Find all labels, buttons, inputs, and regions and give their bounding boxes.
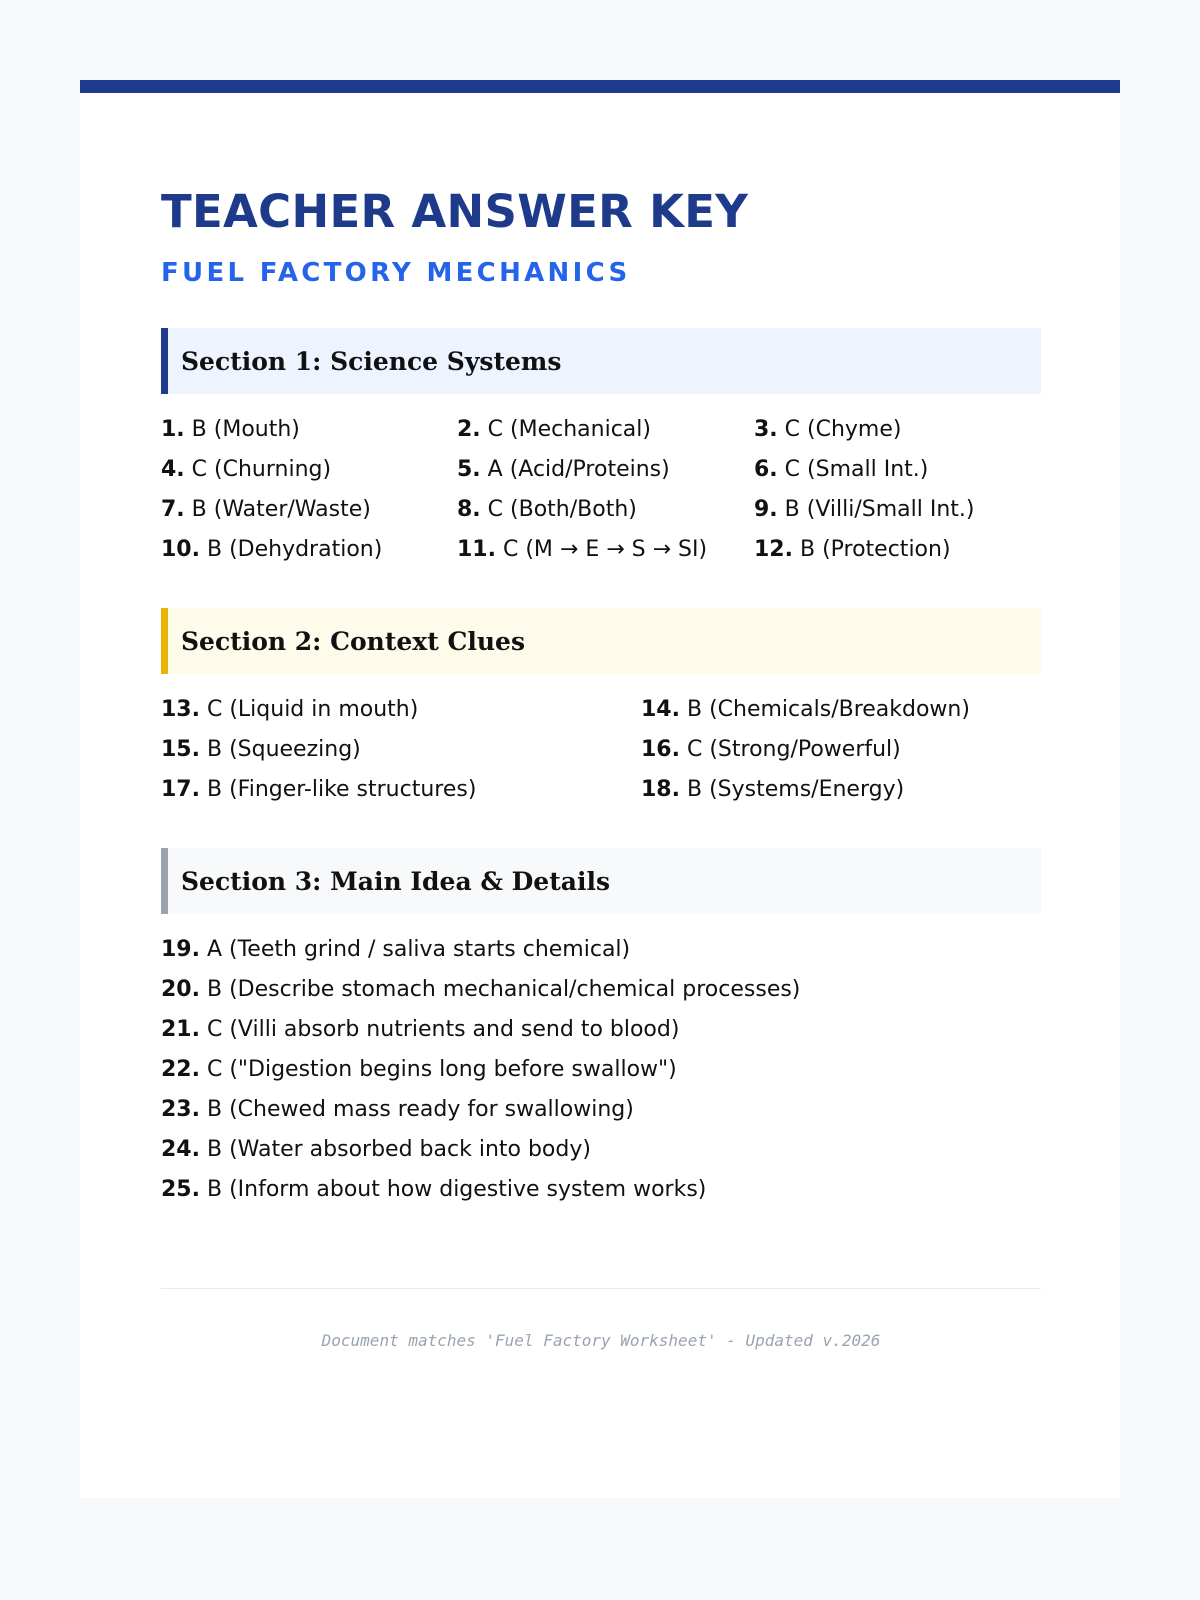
page-title: TEACHER ANSWER KEY xyxy=(161,185,749,238)
answer-5 xyxy=(457,455,670,485)
answer-4 xyxy=(161,455,331,485)
answer-number: 12. xyxy=(754,537,793,562)
answer-18 xyxy=(641,775,904,805)
answer-text: C (M → E → S → SI) xyxy=(502,537,708,562)
page-subtitle: FUEL FACTORY MECHANICS xyxy=(161,258,631,288)
answer-text: A (Acid/Proteins) xyxy=(487,457,670,482)
answer-number: 3. xyxy=(754,417,778,442)
answer-number: 14. xyxy=(641,697,680,722)
answer-text: B (Chemicals/Breakdown) xyxy=(686,697,970,722)
answer-text: B (Villi/Small Int.) xyxy=(784,497,975,522)
answer-number: 1. xyxy=(161,417,185,442)
answer-number: 24. xyxy=(161,1137,200,1162)
answer-11 xyxy=(457,535,707,565)
answer-text: C (Churning) xyxy=(191,457,332,482)
answer-number: 11. xyxy=(457,537,496,562)
answer-2 xyxy=(457,415,651,445)
answer-text: B (Squeezing) xyxy=(206,737,361,762)
answer-23 xyxy=(161,1095,634,1125)
answer-text: A (Teeth grind / saliva starts chemical) xyxy=(206,937,631,962)
answer-15 xyxy=(161,735,361,765)
answer-17 xyxy=(161,775,476,805)
answer-3 xyxy=(754,415,901,445)
section-3-header: Section 3: Main Idea & Details xyxy=(161,848,1041,914)
answer-10 xyxy=(161,535,382,565)
answer-number: 9. xyxy=(754,497,778,522)
answer-19 xyxy=(161,935,630,965)
answer-number: 2. xyxy=(457,417,481,442)
answer-6 xyxy=(754,455,928,485)
answer-text: C ("Digestion begins long before swallow") xyxy=(206,1057,677,1082)
answer-key-page xyxy=(80,80,1120,1498)
answer-14 xyxy=(641,695,970,725)
answer-text: B (Water absorbed back into body) xyxy=(206,1137,591,1162)
answer-number: 21. xyxy=(161,1017,200,1042)
answer-text: C (Liquid in mouth) xyxy=(206,697,419,722)
answer-number: 8. xyxy=(457,497,481,522)
answer-text: B (Systems/Energy) xyxy=(686,777,905,802)
answer-text: B (Dehydration) xyxy=(206,537,383,562)
answer-number: 13. xyxy=(161,697,200,722)
answer-text: B (Mouth) xyxy=(191,417,300,442)
answer-text: C (Small Int.) xyxy=(784,457,929,482)
answer-24 xyxy=(161,1135,591,1165)
answer-text: B (Protection) xyxy=(799,537,951,562)
answer-text: C (Both/Both) xyxy=(487,497,637,522)
answer-12 xyxy=(754,535,951,565)
answer-text: B (Inform about how digestive system works) xyxy=(206,1177,707,1202)
answer-22 xyxy=(161,1055,677,1085)
answer-7 xyxy=(161,495,371,525)
answer-20 xyxy=(161,975,800,1005)
section-2-header: Section 2: Context Clues xyxy=(161,608,1041,674)
answer-number: 22. xyxy=(161,1057,200,1082)
footer-divider xyxy=(161,1288,1041,1289)
answer-text: C (Strong/Powerful) xyxy=(686,737,901,762)
answer-number: 25. xyxy=(161,1177,200,1202)
answer-16 xyxy=(641,735,901,765)
answer-number: 6. xyxy=(754,457,778,482)
answer-number: 19. xyxy=(161,937,200,962)
footer-note: Document matches 'Fuel Factory Worksheet' - Updated v.2026 xyxy=(321,1331,881,1350)
answer-number: 7. xyxy=(161,497,185,522)
answer-number: 18. xyxy=(641,777,680,802)
answer-text: B (Chewed mass ready for swallowing) xyxy=(206,1097,634,1122)
answer-text: C (Villi absorb nutrients and send to blood) xyxy=(206,1017,680,1042)
answer-9 xyxy=(754,495,975,525)
answer-number: 20. xyxy=(161,977,200,1002)
answer-text: C (Mechanical) xyxy=(487,417,651,442)
answer-number: 10. xyxy=(161,537,200,562)
answer-8 xyxy=(457,495,637,525)
answer-text: B (Water/Waste) xyxy=(191,497,371,522)
answer-text: B (Finger-like structures) xyxy=(206,777,477,802)
answer-text: B (Describe stomach mechanical/chemical processes) xyxy=(206,977,801,1002)
answer-25 xyxy=(161,1175,706,1205)
answer-13 xyxy=(161,695,418,725)
answer-text: C (Chyme) xyxy=(784,417,902,442)
answer-number: 4. xyxy=(161,457,185,482)
answer-number: 17. xyxy=(161,777,200,802)
answer-1 xyxy=(161,415,300,445)
answer-number: 23. xyxy=(161,1097,200,1122)
answer-number: 15. xyxy=(161,737,200,762)
answer-number: 5. xyxy=(457,457,481,482)
answer-21 xyxy=(161,1015,679,1045)
answer-number: 16. xyxy=(641,737,680,762)
section-1-header: Section 1: Science Systems xyxy=(161,328,1041,394)
